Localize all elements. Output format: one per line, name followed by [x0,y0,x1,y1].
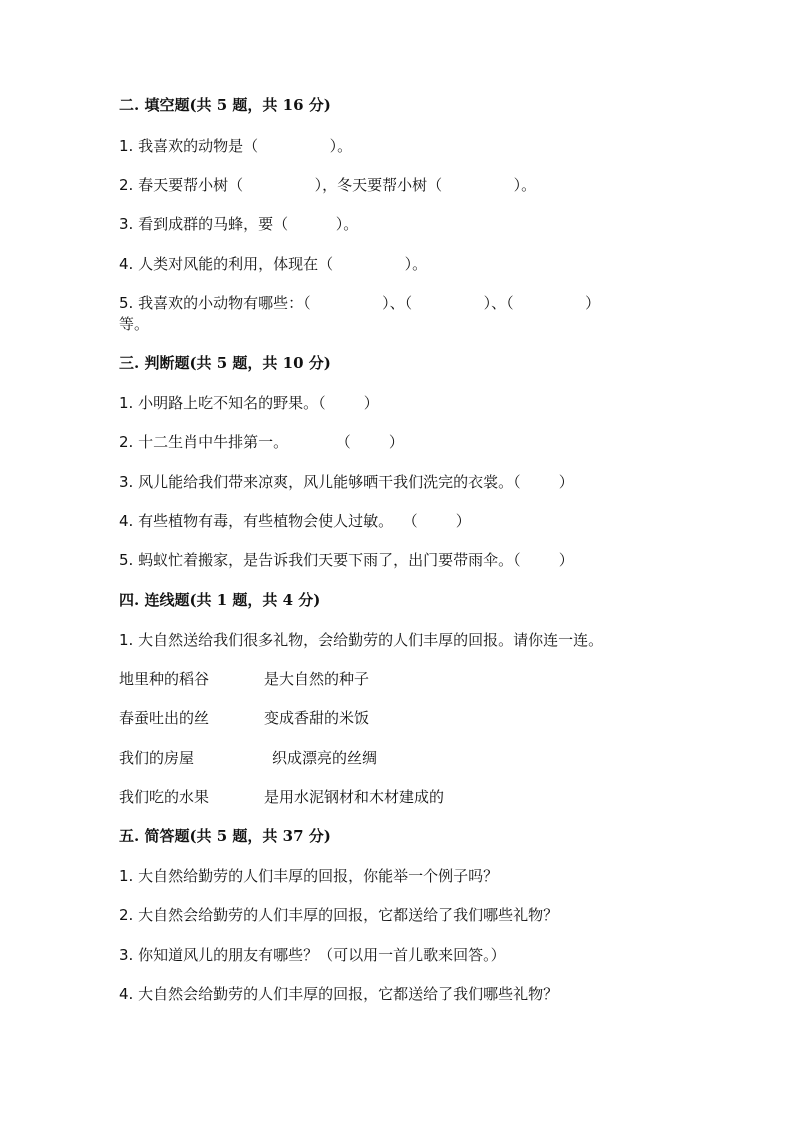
match-right-item: 是用水泥钢材和木材建成的 [264,788,445,806]
question-text: 3. 看到成群的马蜂，要（ ）。 [119,215,359,233]
question-text: 2. 十二生肖中牛排第一。 （ ） [119,433,404,451]
question-text: 3. 你知道风儿的朋友有哪些？（可以用一首儿歌来回答。） [119,946,506,964]
question-text: 5. 我喜欢的小动物有哪些：（ ）、（ ）、（ ） [119,294,601,312]
section-heading-fill-blank: 二. 填空题(共 5 题，共 16 分) [119,96,331,114]
match-right-item: 变成香甜的米饭 [264,709,370,727]
question-text: 1. 我喜欢的动物是（ ）。 [119,137,353,155]
match-left-item: 我们的房屋 [119,749,195,767]
section-heading-true-false: 三. 判断题(共 5 题，共 10 分) [119,354,331,372]
match-right-item: 是大自然的种子 [264,670,370,688]
section-heading-short-answer: 五. 简答题(共 5 题，共 37 分) [119,827,331,845]
question-text: 1. 小明路上吃不知名的野果。（ ） [119,394,379,412]
match-left-item: 春蚕吐出的丝 [119,709,210,727]
question-text: 3. 风儿能给我们带来凉爽，风儿能够晒干我们洗完的衣裳。（ ） [119,473,574,491]
question-text: 2. 春天要帮小树（ ），冬天要帮小树（ ）。 [119,176,537,194]
question-text-continued: 等。 [119,315,150,333]
question-text: 1. 大自然给勤劳的人们丰厚的回报，你能举一个例子吗？ [119,867,499,885]
question-text: 4. 大自然会给勤劳的人们丰厚的回报，它都送给了我们哪些礼物？ [119,985,559,1003]
question-text: 5. 蚂蚁忙着搬家，是告诉我们天要下雨了，出门要带雨伞。（ ） [119,551,574,569]
question-text: 2. 大自然会给勤劳的人们丰厚的回报，它都送给了我们哪些礼物？ [119,906,559,924]
match-right-item: 织成漂亮的丝绸 [272,749,378,767]
question-text: 4. 人类对风能的利用，体现在（ ）。 [119,255,428,273]
match-left-item: 我们吃的水果 [119,788,210,806]
question-text: 1. 大自然送给我们很多礼物，会给勤劳的人们丰厚的回报。请你连一连。 [119,631,604,649]
question-text: 4. 有些植物有毒，有些植物会使人过敏。 （ ） [119,512,471,530]
match-left-item: 地里种的稻谷 [119,670,210,688]
section-heading-matching: 四. 连线题(共 1 题，共 4 分) [119,591,321,609]
